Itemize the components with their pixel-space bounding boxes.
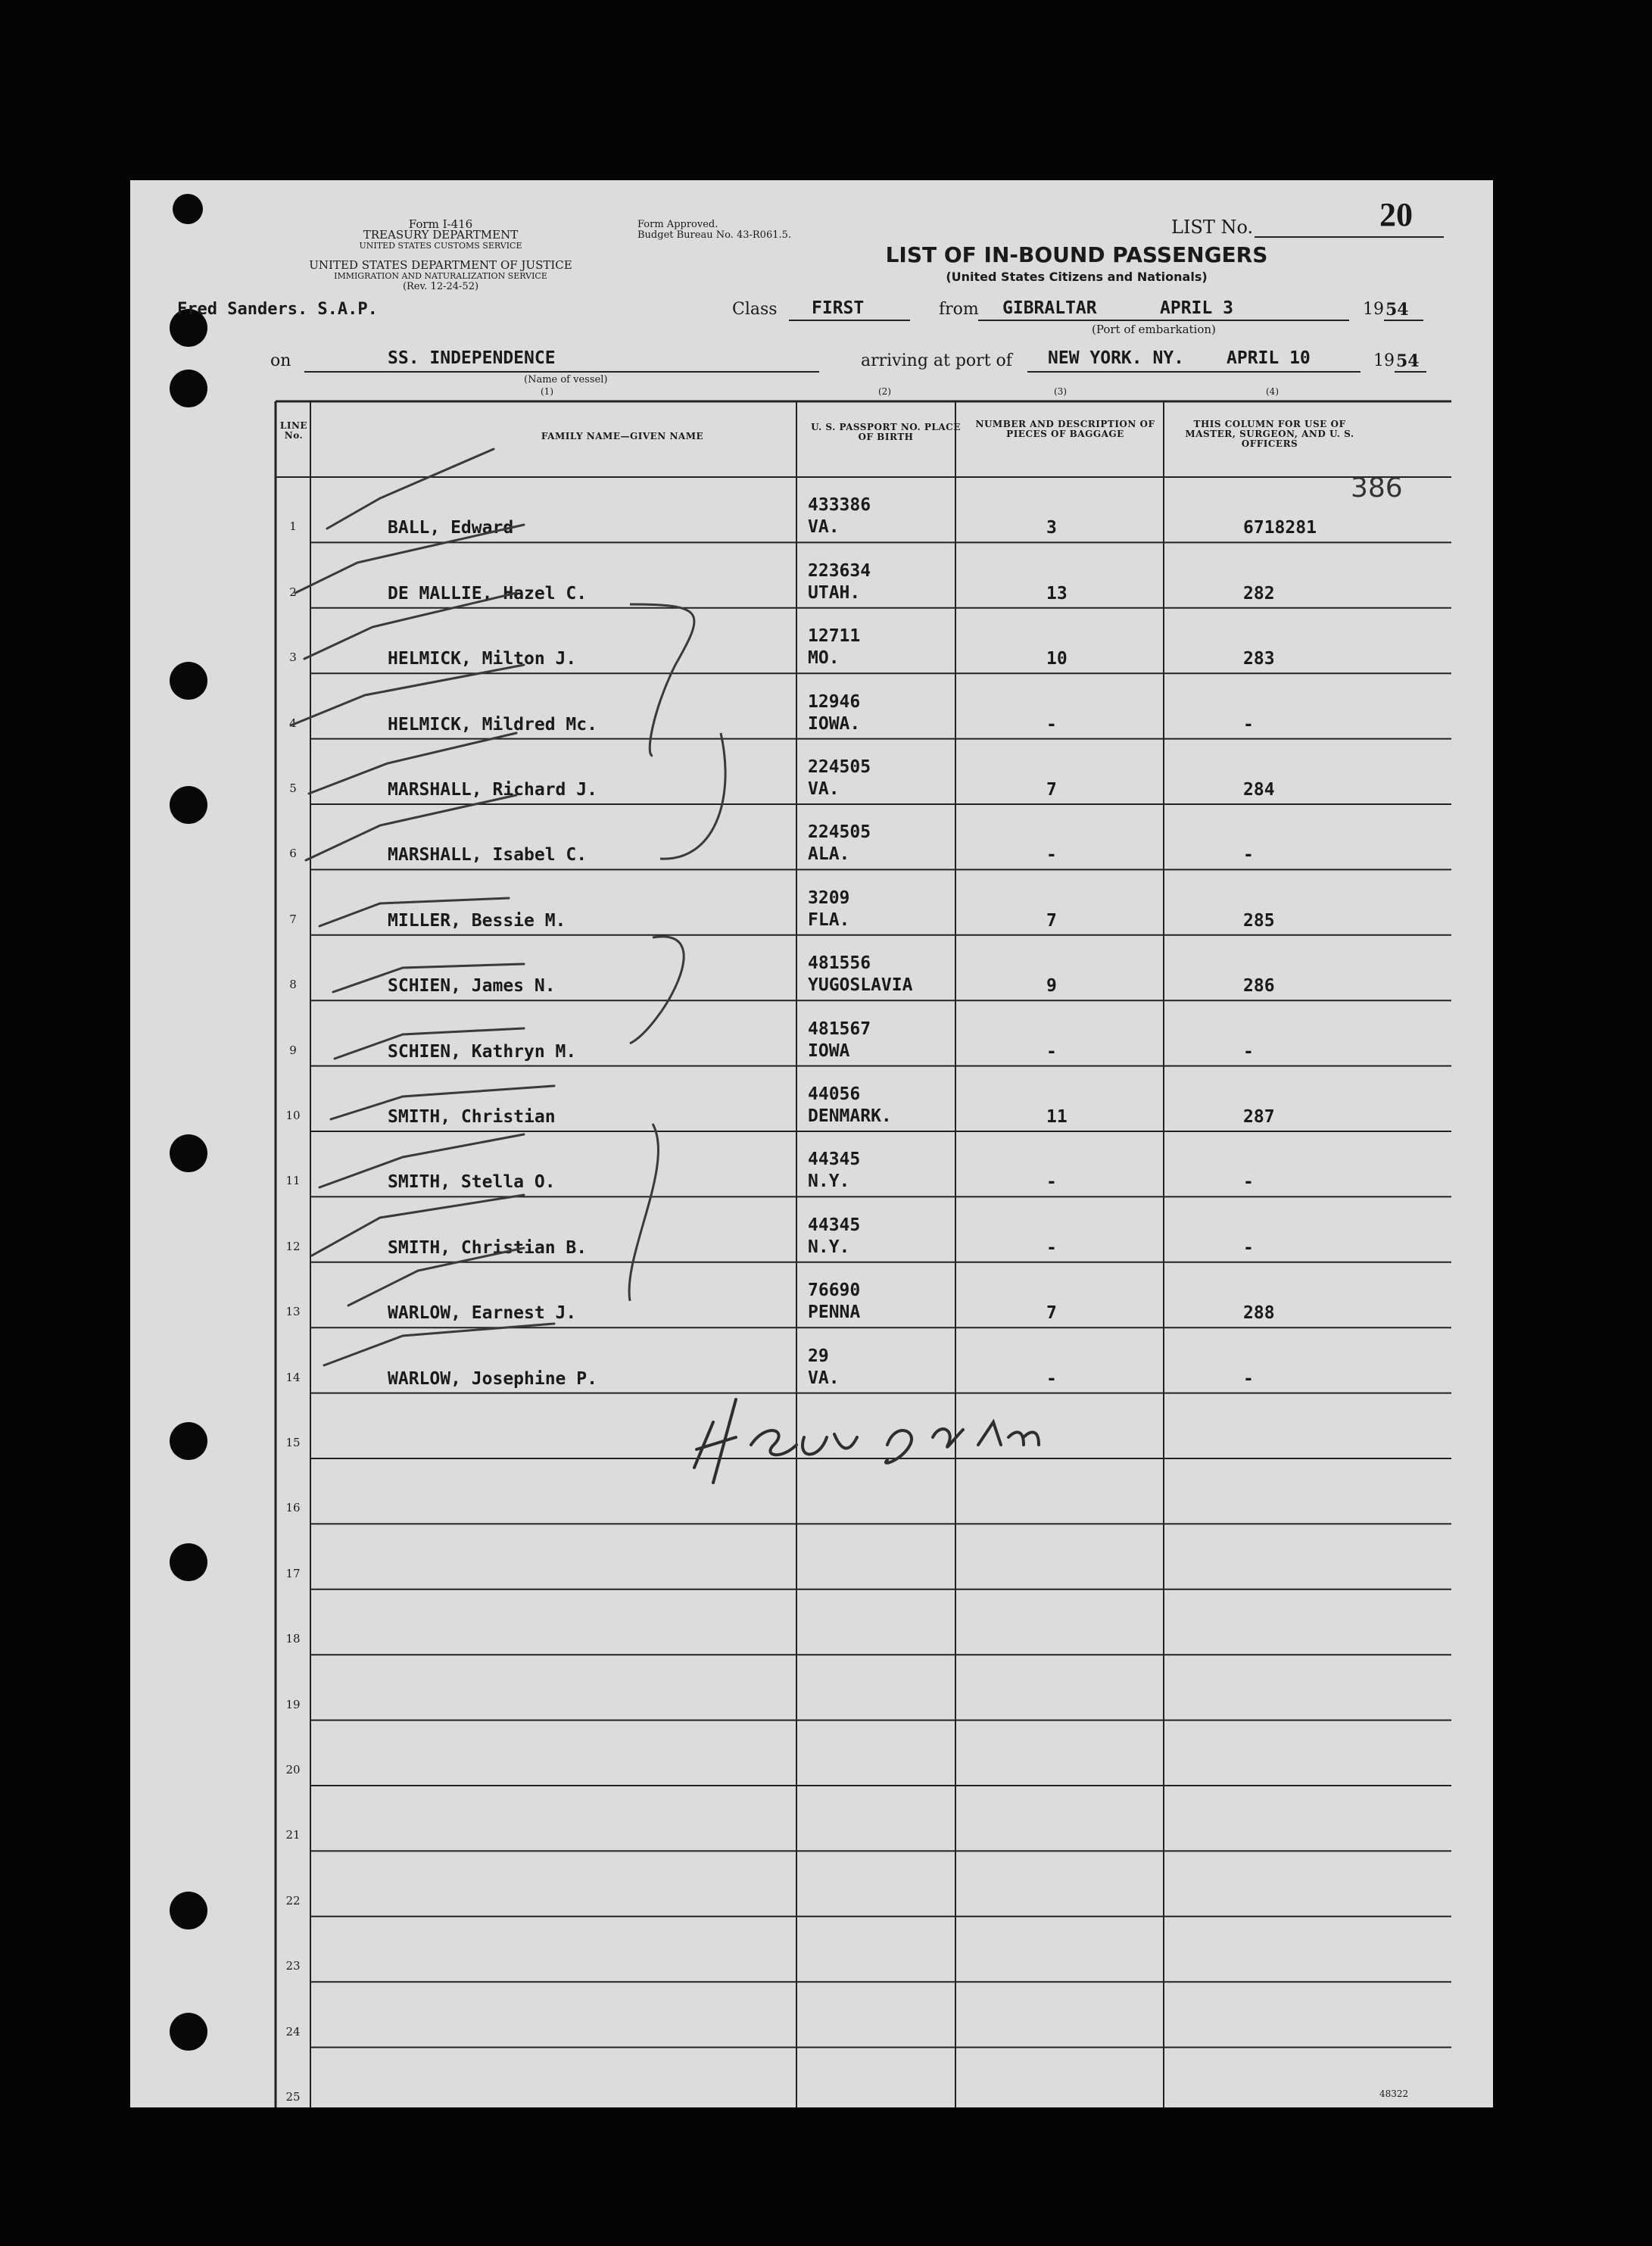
passport-number: 76690 (808, 1281, 861, 1301)
passenger-name: MARSHALL, Isabel C. (388, 845, 588, 866)
officer-number: - (1243, 845, 1254, 866)
col-header-baggage: NUMBER AND DESCRIPTION OF PIECES OF BAGGAGE (975, 419, 1155, 439)
passenger-name: SCHIEN, Kathryn M. (388, 1041, 577, 1062)
baggage-count: - (1046, 845, 1057, 866)
col-header-name: FAMILY NAME—GIVEN NAME (541, 431, 704, 441)
line-number: 2 (289, 585, 297, 599)
officer-number: 283 (1243, 649, 1275, 669)
baggage-count: - (1046, 1172, 1057, 1193)
class-value: FIRST (812, 298, 865, 318)
list-no-label: LIST No. (1171, 217, 1254, 238)
year1-suffix: 54 (1385, 300, 1409, 320)
vessel-name: SS. INDEPENDENCE (388, 348, 556, 368)
line-number: 8 (289, 978, 297, 992)
officer-signature: Fred Sanders. S.A.P. (177, 300, 378, 319)
baggage-count: 13 (1046, 583, 1068, 604)
passport-number: 12946 (808, 691, 861, 712)
list-number: 20 (1379, 196, 1413, 233)
officer-number: 282 (1243, 583, 1275, 604)
line-number: 24 (285, 2024, 301, 2039)
passenger-name: BALL, Edward (388, 518, 514, 538)
baggage-count: - (1046, 714, 1057, 735)
baggage-count: 11 (1046, 1107, 1068, 1127)
passenger-name: HELMICK, Milton J. (388, 649, 577, 669)
col-num-3: (3) (1054, 386, 1067, 397)
embarkation-note: (Port of embarkation) (1092, 323, 1216, 336)
vessel-note: (Name of vessel) (524, 374, 608, 385)
passenger-name: WARLOW, Josephine P. (388, 1368, 597, 1389)
treasury-department: TREASURY DEPARTMENT (363, 228, 519, 242)
place-of-birth: N.Y. (808, 1237, 850, 1257)
passenger-name: SMITH, Stella O. (388, 1172, 556, 1193)
col-header-line-no: LINE No. (279, 420, 308, 441)
place-of-birth: PENNA (808, 1302, 861, 1323)
line-number: 22 (285, 1893, 301, 1908)
place-of-birth: VA. (808, 517, 840, 538)
baggage-count: 7 (1046, 780, 1057, 800)
from-date: APRIL 3 (1160, 298, 1233, 318)
passport-number: 44056 (808, 1084, 861, 1104)
place-of-birth: UTAH. (808, 582, 861, 603)
passport-number: 44345 (808, 1215, 861, 1235)
place-of-birth: MO. (808, 648, 840, 669)
line-number: 16 (285, 1501, 301, 1515)
officer-number: 287 (1243, 1107, 1275, 1127)
ins-service: IMMIGRATION AND NATURALIZATION SERVICE (334, 271, 547, 281)
line-number: 4 (289, 716, 297, 730)
line-number: 21 (285, 1828, 301, 1842)
officer-number: 285 (1243, 910, 1275, 931)
passport-number: 433386 (808, 495, 871, 516)
page-subtitle: (United States Citizens and Nationals) (946, 270, 1208, 284)
officer-number: 286 (1243, 976, 1275, 997)
place-of-birth: VA. (808, 779, 840, 799)
page-title: LIST OF IN-BOUND PASSENGERS (885, 242, 1268, 267)
passport-number: 44345 (808, 1150, 861, 1170)
form-approved: Form Approved. (637, 219, 718, 230)
baggage-count: - (1046, 1041, 1057, 1062)
baggage-count: 3 (1046, 518, 1057, 538)
officer-number: - (1243, 714, 1254, 735)
place-of-birth: IOWA. (808, 713, 861, 734)
baggage-count: 9 (1046, 976, 1057, 997)
passport-number: 224505 (808, 757, 871, 777)
line-number: 14 (285, 1370, 301, 1384)
col-num-2: (2) (878, 386, 891, 397)
arriving-label: arriving at port of (861, 351, 1012, 370)
line-number: 23 (285, 1959, 301, 1973)
department-of-justice: UNITED STATES DEPARTMENT OF JUSTICE (309, 258, 572, 272)
year2-suffix: 54 (1396, 351, 1420, 371)
officer-number: - (1243, 1237, 1254, 1258)
footer-code: 48322 (1379, 2088, 1409, 2099)
passport-number: 29 (808, 1346, 829, 1366)
passport-number: 223634 (808, 560, 871, 581)
year1-prefix: 19 (1363, 300, 1384, 319)
officer-number: - (1243, 1041, 1254, 1062)
place-of-birth: DENMARK. (808, 1106, 892, 1126)
form-number: Form I-416 (408, 217, 473, 231)
line-number: 12 (285, 1239, 301, 1253)
passenger-name: SMITH, Christian (388, 1107, 556, 1127)
line-number: 19 (285, 1697, 301, 1711)
class-label: Class (732, 300, 778, 319)
baggage-count: 7 (1046, 1303, 1057, 1324)
table-grid (130, 180, 1493, 2107)
line-number: 17 (285, 1566, 301, 1580)
place-of-birth: IOWA (808, 1040, 850, 1061)
line-number: 10 (285, 1109, 301, 1122)
line-number: 6 (289, 847, 297, 861)
place-of-birth: VA. (808, 1368, 840, 1388)
passenger-name: MARSHALL, Richard J. (388, 780, 597, 800)
col-header-officers: THIS COLUMN FOR USE OF MASTER, SURGEON, AND U. S. OFFICERS (1185, 419, 1354, 449)
year2-prefix: 19 (1373, 351, 1395, 370)
customs-service: UNITED STATES CUSTOMS SERVICE (359, 241, 522, 251)
officer-number: - (1243, 1368, 1254, 1389)
baggage-count: 10 (1046, 649, 1068, 669)
line-number: 20 (285, 1763, 301, 1777)
officer-number: 284 (1243, 780, 1275, 800)
line-number: 7 (289, 912, 297, 926)
line-number: 18 (285, 1632, 301, 1646)
line-number: 1 (289, 519, 297, 534)
line-number: 9 (289, 1043, 297, 1057)
annotation-386: 386 (1351, 473, 1403, 504)
passenger-name: SMITH, Christian B. (388, 1237, 588, 1258)
on-label: on (270, 351, 291, 370)
line-number: 15 (285, 1436, 301, 1449)
passport-number: 481567 (808, 1018, 871, 1039)
passenger-name: MILLER, Bessie M. (388, 910, 566, 931)
line-number: 3 (289, 650, 297, 665)
col-num-1: (1) (541, 386, 553, 397)
place-of-birth: YUGOSLAVIA (808, 975, 913, 996)
passport-number: 481556 (808, 953, 871, 974)
place-of-birth: FLA. (808, 909, 850, 930)
baggage-count: 7 (1046, 910, 1057, 931)
officer-number: 6718281 (1243, 518, 1317, 538)
line-number: 13 (285, 1305, 301, 1319)
passenger-name: HELMICK, Mildred Mc. (388, 714, 597, 735)
passport-number: 3209 (808, 887, 850, 908)
place-of-birth: N.Y. (808, 1171, 850, 1192)
budget-bureau: Budget Bureau No. 43-R061.5. (637, 229, 792, 241)
arrival-date: APRIL 10 (1227, 348, 1311, 368)
baggage-count: - (1046, 1237, 1057, 1258)
line-number: 5 (289, 781, 297, 795)
from-port: GIBRALTAR (1002, 298, 1097, 318)
form-revision: (Rev. 12-24-52) (402, 281, 479, 292)
officer-number: - (1243, 1172, 1254, 1193)
line-number: 25 (285, 2090, 301, 2104)
line-number: 11 (285, 1174, 301, 1188)
arrival-port: NEW YORK. NY. (1048, 348, 1185, 368)
from-label: from (939, 300, 979, 319)
place-of-birth: ALA. (808, 844, 850, 865)
col-num-4: (4) (1266, 386, 1279, 397)
passenger-name: DE MALLIE, Hazel C. (388, 583, 588, 604)
passenger-name: WARLOW, Earnest J. (388, 1303, 577, 1324)
baggage-count: - (1046, 1368, 1057, 1389)
passport-number: 224505 (808, 822, 871, 843)
passport-number: 12711 (808, 626, 861, 647)
officer-number: 288 (1243, 1303, 1275, 1324)
manifest-page (130, 180, 1493, 2107)
col-header-passport: U. S. PASSPORT NO. PLACE OF BIRTH (811, 422, 961, 442)
passenger-name: SCHIEN, James N. (388, 976, 556, 997)
